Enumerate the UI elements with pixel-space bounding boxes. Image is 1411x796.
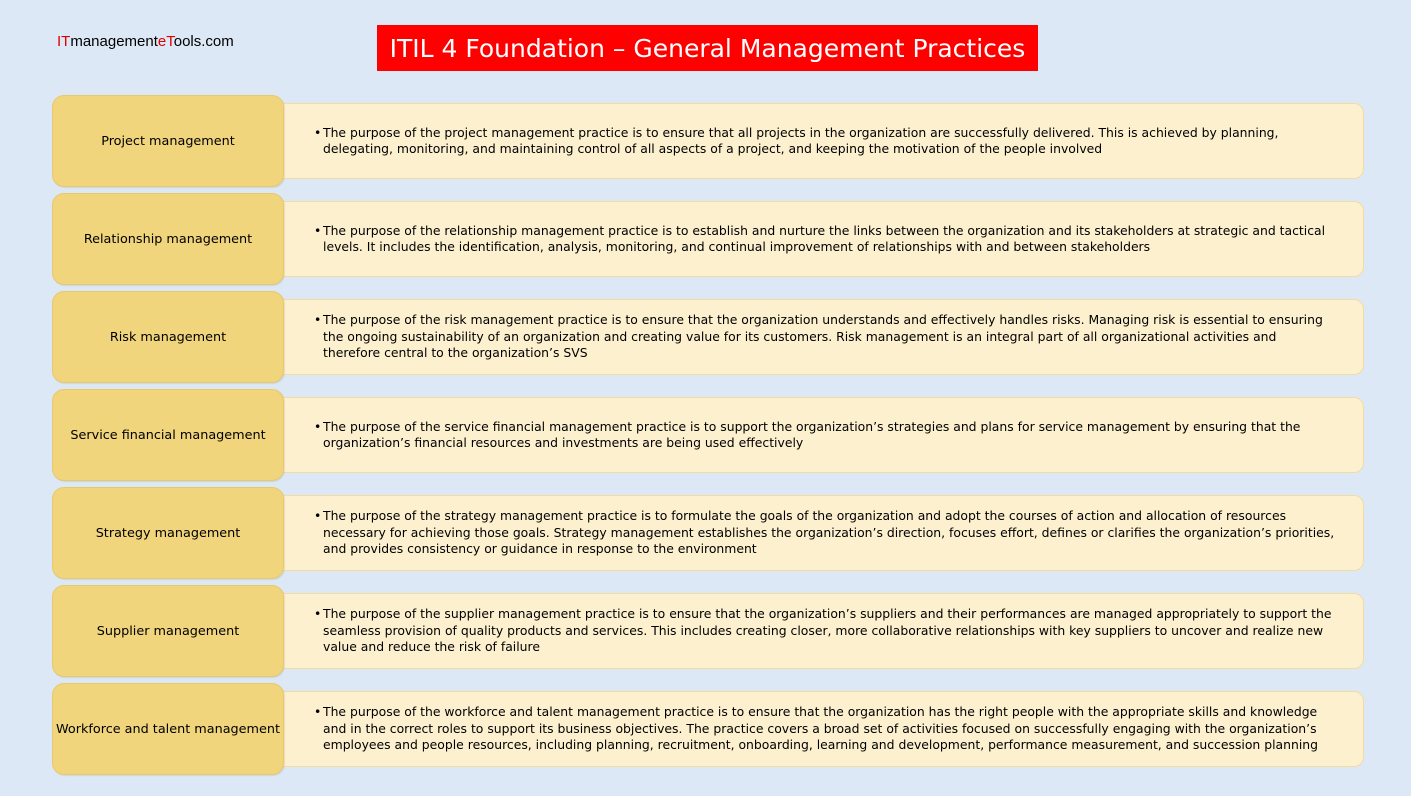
practice-label: Relationship management xyxy=(52,193,284,285)
bullet-marker: • xyxy=(314,508,322,524)
practice-description: The purpose of the strategy management practice is to formulate the goals of the organization and adopt the courses of action and allocation of resources necessary for achieving those goals. Strategy management establishes the organization’s direction, focuses effort, defines or clarifies the organization’s priorities, and provides consistency or guidance in response to the environment xyxy=(323,508,1335,557)
practice-description: The purpose of the relationship management practice is to establish and nurture the links between the organization and its stakeholders at strategic and tactical levels. It includes the identification, analysis, monitoring, and continual improvement of relationships with and between stakeholders xyxy=(323,222,1326,254)
practice-row xyxy=(52,487,1364,579)
practice-label: Strategy management xyxy=(52,487,284,579)
practice-label: Service financial management xyxy=(52,389,284,481)
bullet-marker: • xyxy=(314,704,322,720)
page-title: ITIL 4 Foundation – General Management Practices xyxy=(377,25,1038,71)
practice-description-box xyxy=(262,593,1364,669)
practice-label: Supplier management xyxy=(52,585,284,677)
practice-description-box xyxy=(262,299,1364,375)
practice-description-box xyxy=(262,201,1364,277)
practice-label: Project management xyxy=(52,95,284,187)
logo-part-e: e xyxy=(157,33,167,50)
bullet-marker: • xyxy=(314,312,322,328)
logo-part-management: management xyxy=(70,33,158,50)
practice-row xyxy=(52,291,1364,383)
practice-description: The purpose of the risk management practice is to ensure that the organization understands and effectively handles risks. Managing risk is essential to ensuring the ongoing sustainability of an organization and creating value for its customers. Risk management is an integral part of all organizational activities and therefore central to the organization’s SVS xyxy=(323,312,1323,361)
practice-row xyxy=(52,585,1364,677)
site-logo xyxy=(57,33,234,50)
practice-description: The purpose of the supplier management practice is to ensure that the organization’s suppliers and their performances are managed appropriately to support the seamless provision of quality products and services. This includes creating closer, more collaborative relationships with key suppliers to uncover and realize new value and reduce the risk of failure xyxy=(323,606,1332,655)
practice-description-box xyxy=(262,495,1364,571)
practice-description: The purpose of the workforce and talent management practice is to ensure that the organization has the right people with the appropriate skills and knowledge and in the correct roles to support its business objectives. The practice covers a broad set of activities focused on successfully engaging with the organization’s employees and people resources, including planning, recruitment, onboarding, learning and development, performance measurement, and succession planning xyxy=(323,704,1318,753)
practice-row xyxy=(52,389,1364,481)
practice-description: The purpose of the project management practice is to ensure that all projects in the organization are successfully delivered. This is achieved by planning, delegating, monitoring, and maintaining control of all aspects of a project, and keeping the motivation of the people involved xyxy=(323,124,1279,156)
practice-description-box xyxy=(262,691,1364,767)
practice-label: Risk management xyxy=(52,291,284,383)
practice-description-box xyxy=(262,397,1364,473)
logo-part-it: IT xyxy=(57,33,71,50)
bullet-marker: • xyxy=(314,418,322,434)
practice-row xyxy=(52,95,1364,187)
bullet-marker: • xyxy=(314,124,322,140)
bullet-marker: • xyxy=(314,222,322,238)
practice-label: Workforce and talent management xyxy=(52,683,284,775)
logo-part-t: T xyxy=(166,33,174,50)
logo-part-tools: ools.com xyxy=(173,33,234,50)
bullet-marker: • xyxy=(314,606,322,622)
practice-row xyxy=(52,193,1364,285)
practice-list xyxy=(52,95,1364,781)
practice-description: The purpose of the service financial management practice is to support the organization’s strategies and plans for service management by ensuring that the organization’s financial resources and investments are being used effectively xyxy=(323,418,1301,450)
practice-description-box xyxy=(262,103,1364,179)
practice-row xyxy=(52,683,1364,775)
